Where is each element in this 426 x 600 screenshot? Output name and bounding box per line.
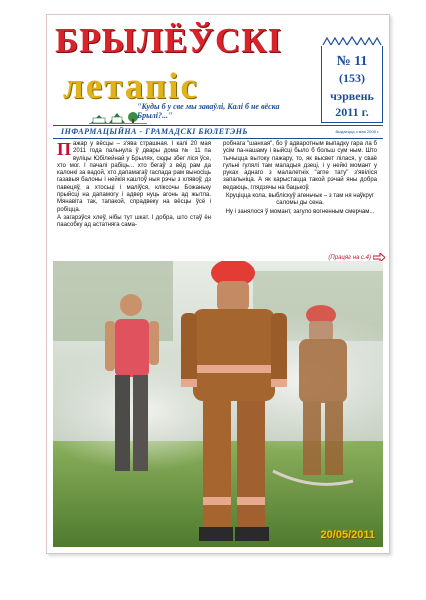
article-paragraph: робнага "шанхая", бо ў адваротным выпадку гара ла б усім па-нашаму і выйсці было б больш сум ным. Што тычыцца вытоку пажару, то, як высвет лілася, у сваё гульні гулялі там маладыя дзеці, і у нейкі момант у руках аднаго з малалетніх "агпе тату" з'явіліся запальніца. А як карыстацца такой рэчай яны добра ведаюць, глядзячы на бацькоў. [223,141,377,191]
article-column-2 [223,141,377,217]
photo-date-stamp: 20/05/2011 [320,529,375,541]
issue-year: 2011 г. [335,105,369,119]
issue-month: чэрвень [330,89,374,103]
issue-number: № 11 [336,54,368,69]
newspaper-page [46,14,390,554]
masthead-subtitle-letapis: летапіс [63,66,199,107]
drop-cap: П [57,139,72,159]
article-verse: Круціцца кола, выбліскуў агеньчык – з там ня наўкруг саломы ды сена. [225,193,375,207]
masthead-slogan: "Куды б у све мы заваўлі, Калі б не вёска Брылі?..." [137,102,280,120]
ornament-icon [321,36,383,46]
article-column-1 [57,141,211,231]
masthead-title: БРЫЛЁЎСКІ [55,21,283,60]
issue-box [321,45,383,123]
article-verse: Ну і занялося ў момант, загуло вогненным смерчам... [225,208,375,215]
firefighters-photo-image [53,261,383,547]
lead-article [57,139,383,261]
continued-note: (Працяг на с.4) [328,255,371,261]
bulletin-subtitle: ІНФАРМАЦЫЙНА - ГРАМАДСКІ БЮЛЕТЭНЬ [61,127,248,136]
article-paragraph: ажар у вёсцы – з'ява страшная. І калі 20 мая 2011 года пальнула ў двары дома № 11 па вуліцы Юбілейнай у Брылях, сюды збег лiся ўсе, хто мог. І пачалі рабіць... хто бегаў з вёд рам да калонкі за вадой, хто дапамагаў гаспада рам выносіць газавыя балоны і нейкія каштоў ныя рэчы з хлявоў, дз павецяў, а хтосьці і маліўся, кліксочы Божанькy прыйсці на дапамогу і адвер нуць агонь ад жытла. Мянавітa так, тапакой, спрадвеку на вёсцы ўсё і робіцца. [57,141,211,213]
published-since: Выдаецца з мая 2008 г. [335,129,379,134]
fire-scene-photo [53,261,383,547]
issue-total-number: (153) [339,71,365,85]
article-paragraph: А загарэўся хлеў, нібы тут шкат. І добра, што стаў ён паасобку ад астатняга сама- [57,214,211,229]
